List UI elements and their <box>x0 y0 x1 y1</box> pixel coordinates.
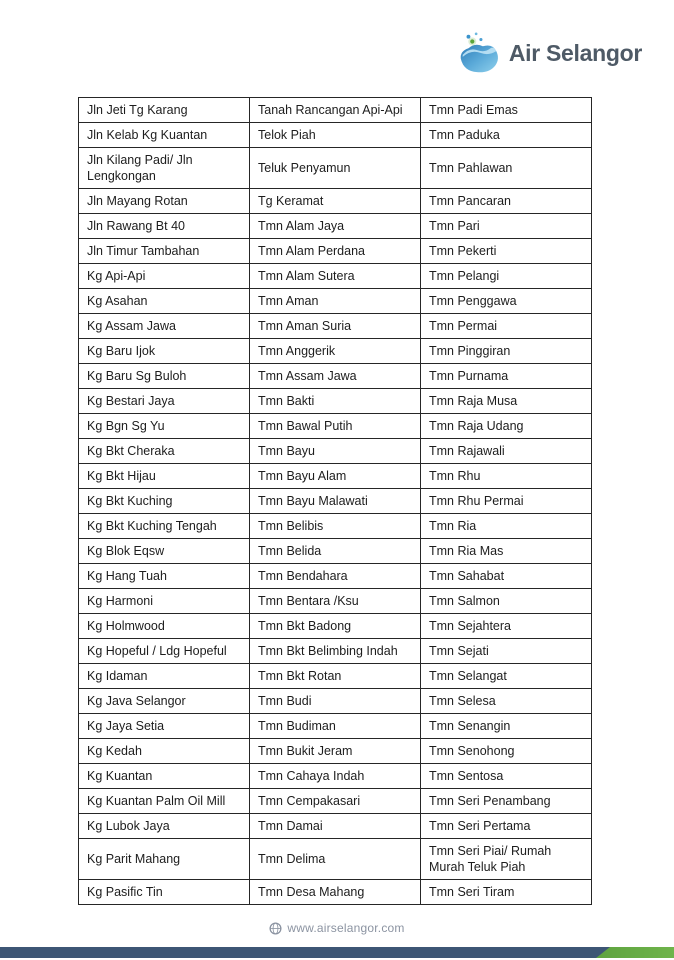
table-row <box>79 314 592 339</box>
table-cell: Kg Bkt Hijau <box>79 464 250 489</box>
table-cell: Tmn Sejati <box>421 639 592 664</box>
table-cell: Tmn Purnama <box>421 364 592 389</box>
water-splash-icon <box>456 30 502 76</box>
locations-table <box>78 97 592 905</box>
footer <box>0 921 674 935</box>
table-cell: Kg Bkt Cheraka <box>79 439 250 464</box>
table-cell: Jln Timur Tambahan <box>79 239 250 264</box>
table-cell: Tmn Anggerik <box>250 339 421 364</box>
table-cell: Tmn Aman <box>250 289 421 314</box>
air-selangor-logo <box>456 30 642 76</box>
table-cell: Jln Jeti Tg Karang <box>79 98 250 123</box>
globe-icon <box>269 922 282 935</box>
table-cell: Tmn Assam Jawa <box>250 364 421 389</box>
table-row <box>79 464 592 489</box>
table-cell: Tmn Penggawa <box>421 289 592 314</box>
table-cell: Telok Piah <box>250 123 421 148</box>
table-cell: Kg Java Selangor <box>79 689 250 714</box>
table-cell: Tg Keramat <box>250 189 421 214</box>
table-cell: Kg Bkt Kuching Tengah <box>79 514 250 539</box>
table-row <box>79 514 592 539</box>
table-cell: Kg Parit Mahang <box>79 839 250 880</box>
table-cell: Kg Api-Api <box>79 264 250 289</box>
table-cell: Tmn Alam Sutera <box>250 264 421 289</box>
table-cell: Kg Bkt Kuching <box>79 489 250 514</box>
table-cell: Tmn Salmon <box>421 589 592 614</box>
table-cell: Kg Kedah <box>79 739 250 764</box>
table-cell: Kg Blok Eqsw <box>79 539 250 564</box>
table-row <box>79 98 592 123</box>
table-cell: Kg Kuantan Palm Oil Mill <box>79 789 250 814</box>
table-cell: Tmn Senangin <box>421 714 592 739</box>
table-cell: Kg Pasific Tin <box>79 880 250 905</box>
table-cell: Tmn Delima <box>250 839 421 880</box>
table-row <box>79 764 592 789</box>
table-cell: Tmn Budi <box>250 689 421 714</box>
table-cell: Tmn Sentosa <box>421 764 592 789</box>
table-cell: Tmn Damai <box>250 814 421 839</box>
table-cell: Jln Kelab Kg Kuantan <box>79 123 250 148</box>
table-cell: Tmn Pari <box>421 214 592 239</box>
table-row <box>79 148 592 189</box>
table-cell: Tmn Bawal Putih <box>250 414 421 439</box>
table-cell: Tmn Bayu <box>250 439 421 464</box>
table-cell: Tmn Bayu Malawati <box>250 489 421 514</box>
table-cell: Tmn Aman Suria <box>250 314 421 339</box>
table-row <box>79 123 592 148</box>
table-cell: Tmn Cempakasari <box>250 789 421 814</box>
bottom-bar-green <box>596 947 674 958</box>
table-cell: Kg Harmoni <box>79 589 250 614</box>
table-row <box>79 539 592 564</box>
table-cell: Tmn Permai <box>421 314 592 339</box>
table-row <box>79 189 592 214</box>
table-cell: Tmn Bkt Rotan <box>250 664 421 689</box>
table-row <box>79 364 592 389</box>
table-row <box>79 614 592 639</box>
table-cell: Kg Hopeful / Ldg Hopeful <box>79 639 250 664</box>
locations-table-body <box>79 98 592 905</box>
table-cell: Tmn Padi Emas <box>421 98 592 123</box>
table-cell: Tmn Alam Jaya <box>250 214 421 239</box>
table-cell: Tmn Bentara /Ksu <box>250 589 421 614</box>
logo-text: Air Selangor <box>508 39 642 66</box>
table-cell: Tmn Belida <box>250 539 421 564</box>
table-cell: Tmn Pancaran <box>421 189 592 214</box>
table-cell: Tmn Sejahtera <box>421 614 592 639</box>
table-cell: Tmn Sahabat <box>421 564 592 589</box>
table-cell: Tmn Desa Mahang <box>250 880 421 905</box>
table-cell: Tmn Raja Udang <box>421 414 592 439</box>
table-row <box>79 489 592 514</box>
table-row <box>79 414 592 439</box>
table-cell: Kg Bestari Jaya <box>79 389 250 414</box>
table-row <box>79 814 592 839</box>
table-cell: Jln Kilang Padi/ Jln Lengkongan <box>79 148 250 189</box>
table-cell: Tmn Senohong <box>421 739 592 764</box>
table-cell: Tmn Bukit Jeram <box>250 739 421 764</box>
table-cell: Kg Lubok Jaya <box>79 814 250 839</box>
bottom-bar-blue <box>0 947 674 958</box>
table-cell: Kg Bgn Sg Yu <box>79 414 250 439</box>
table-row <box>79 339 592 364</box>
table-row <box>79 264 592 289</box>
table-cell: Tmn Alam Perdana <box>250 239 421 264</box>
table-cell: Tmn Selangat <box>421 664 592 689</box>
table-cell: Kg Jaya Setia <box>79 714 250 739</box>
table-cell: Kg Holmwood <box>79 614 250 639</box>
table-cell: Tmn Rhu <box>421 464 592 489</box>
table-cell: Tanah Rancangan Api-Api <box>250 98 421 123</box>
table-row <box>79 639 592 664</box>
table-cell: Kg Kuantan <box>79 764 250 789</box>
table-row <box>79 589 592 614</box>
table-row <box>79 439 592 464</box>
table-cell: Teluk Penyamun <box>250 148 421 189</box>
table-cell: Tmn Rajawali <box>421 439 592 464</box>
table-cell: Tmn Budiman <box>250 714 421 739</box>
table-cell: Kg Hang Tuah <box>79 564 250 589</box>
table-cell: Tmn Seri Penambang <box>421 789 592 814</box>
table-cell: Tmn Bendahara <box>250 564 421 589</box>
table-cell: Tmn Pelangi <box>421 264 592 289</box>
table-cell: Tmn Belibis <box>250 514 421 539</box>
table-cell: Tmn Rhu Permai <box>421 489 592 514</box>
table-row <box>79 689 592 714</box>
table-row <box>79 739 592 764</box>
table-cell: Tmn Seri Tiram <box>421 880 592 905</box>
table-row <box>79 389 592 414</box>
table-cell: Tmn Pekerti <box>421 239 592 264</box>
table-row <box>79 714 592 739</box>
table-cell: Tmn Bakti <box>250 389 421 414</box>
table-cell: Tmn Seri Pertama <box>421 814 592 839</box>
table-cell: Tmn Bayu Alam <box>250 464 421 489</box>
table-cell: Tmn Paduka <box>421 123 592 148</box>
table-cell: Jln Rawang Bt 40 <box>79 214 250 239</box>
table-cell: Tmn Pinggiran <box>421 339 592 364</box>
table-cell: Kg Baru Sg Buloh <box>79 364 250 389</box>
table-cell: Tmn Cahaya Indah <box>250 764 421 789</box>
table-row <box>79 880 592 905</box>
table-cell: Kg Idaman <box>79 664 250 689</box>
table-row <box>79 564 592 589</box>
table-cell: Kg Asahan <box>79 289 250 314</box>
table-cell: Kg Assam Jawa <box>79 314 250 339</box>
table-cell: Tmn Bkt Badong <box>250 614 421 639</box>
table-cell: Tmn Raja Musa <box>421 389 592 414</box>
footer-website: www.airselangor.com <box>287 921 405 935</box>
table-row <box>79 839 592 880</box>
table-row <box>79 214 592 239</box>
table-row <box>79 664 592 689</box>
table-row <box>79 289 592 314</box>
table-cell: Tmn Seri Piai/ Rumah Murah Teluk Piah <box>421 839 592 880</box>
table-cell: Jln Mayang Rotan <box>79 189 250 214</box>
table-cell: Tmn Bkt Belimbing Indah <box>250 639 421 664</box>
table-row <box>79 239 592 264</box>
table-row <box>79 789 592 814</box>
table-cell: Kg Baru Ijok <box>79 339 250 364</box>
table-cell: Tmn Ria Mas <box>421 539 592 564</box>
table-cell: Tmn Pahlawan <box>421 148 592 189</box>
table-cell: Tmn Selesa <box>421 689 592 714</box>
table-cell: Tmn Ria <box>421 514 592 539</box>
